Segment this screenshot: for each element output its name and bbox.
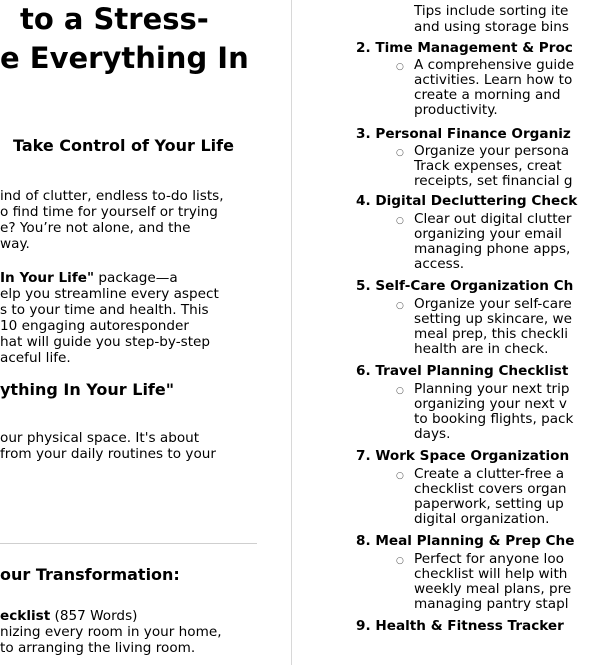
list-item-desc: Create a clutter-free a [414, 466, 565, 482]
bullet-icon: ○ [396, 62, 404, 72]
list-item-desc: digital organization. [414, 511, 550, 527]
bullet-icon: ○ [396, 471, 404, 481]
list-item-desc: activities. Learn how to [414, 72, 573, 88]
list-item-desc: Organize your self-care [414, 296, 572, 312]
checklist-item-title [0, 608, 137, 625]
space-line-2: from your daily routines to your [0, 446, 216, 462]
list-item-desc: to booking flights, pack [414, 411, 574, 427]
list-item-desc: A comprehensive guide [414, 57, 575, 73]
list-item-number: 4. Digital Decluttering Check [356, 193, 578, 209]
page-title-line-2: e Everything In [0, 41, 249, 75]
package-suffix: package—a [94, 270, 178, 286]
left-column [0, 0, 285, 665]
list-item-number: 3. Personal Finance Organiz [356, 126, 571, 142]
section-heading-everything: ything In Your Life" [0, 380, 175, 399]
list-item-desc: health are in check. [414, 341, 549, 357]
list-item-desc: setting up skincare, we [414, 311, 572, 327]
page-title-line-1: to a Stress- [20, 2, 209, 36]
intro-line-1: ind of clutter, endless to-do lists, [0, 188, 224, 204]
list-item-desc: managing phone apps, [414, 241, 571, 257]
list-item-desc: checklist will help with [414, 566, 568, 582]
list-item-desc: weekly meal plans, pre [414, 581, 572, 597]
list-item-number: 9. Health & Fitness Tracker [356, 618, 564, 634]
list-item-desc: Clear out digital clutter [414, 211, 572, 227]
list-item-desc: Track expenses, creat [414, 158, 562, 174]
list-item-desc: access. [414, 256, 465, 272]
checklist-item-name: ecklist [0, 608, 51, 624]
intro-line-3: e? You’re not alone, and the [0, 220, 191, 236]
list-item-desc: receipts, set financial g [414, 173, 573, 189]
package-line-6: aceful life. [0, 350, 71, 366]
bullet-icon: ○ [396, 301, 404, 311]
package-line-1 [0, 270, 178, 287]
bullet-icon: ○ [396, 556, 404, 566]
list-item-number: 5. Self-Care Organization Ch [356, 278, 574, 294]
bullet-icon: ○ [396, 148, 404, 158]
section-divider [0, 543, 257, 544]
package-name: In Your Life" [0, 270, 95, 286]
package-line-5: hat will guide you step-by-step [0, 334, 211, 350]
list-item-desc: Organize your persona [414, 143, 570, 159]
list-item-desc: create a morning and [414, 87, 561, 103]
list-item-desc: days. [414, 426, 451, 442]
list-item-number: 2. Time Management & Proc [356, 40, 573, 56]
tips-line-2: and using storage bins [414, 19, 570, 35]
list-item-desc: Planning your next trip [414, 381, 570, 397]
list-item-desc: organizing your email [414, 226, 562, 242]
space-line-1: our physical space. It's about [0, 430, 200, 446]
list-item-desc: checklist covers organ [414, 481, 567, 497]
checklist-item-line-1: nizing every room in your home, [0, 624, 222, 640]
checklist-item-line-2: to arranging the living room. [0, 640, 196, 656]
list-item-desc: Perfect for anyone loo [414, 551, 564, 567]
bullet-icon: ○ [396, 386, 404, 396]
checklist-word-count: (857 Words) [50, 608, 138, 624]
list-item-desc: productivity. [414, 102, 498, 118]
list-item-desc: meal prep, this checkli [414, 326, 569, 342]
list-item-desc: paperwork, setting up [414, 496, 564, 512]
package-line-4: 10 engaging autoresponder [0, 318, 189, 334]
section-heading-control: Take Control of Your Life [13, 136, 234, 155]
list-item-number: 7. Work Space Organization [356, 448, 570, 464]
package-line-2: elp you streamline every aspect [0, 286, 219, 302]
right-column [292, 0, 592, 665]
list-item-desc: organizing your next v [414, 396, 567, 412]
package-line-3: s to your time and health. This [0, 302, 209, 318]
list-item-number: 8. Meal Planning & Prep Che [356, 533, 575, 549]
intro-line-4: way. [0, 236, 30, 252]
bullet-icon: ○ [396, 216, 404, 226]
intro-line-2: o find time for yourself or trying [0, 204, 218, 220]
list-item-desc: managing pantry stapl [414, 596, 569, 612]
list-item-number: 6. Travel Planning Checklist [356, 363, 569, 379]
tips-line-1: Tips include sorting ite [414, 3, 569, 19]
section-heading-transformation: our Transformation: [0, 565, 180, 584]
